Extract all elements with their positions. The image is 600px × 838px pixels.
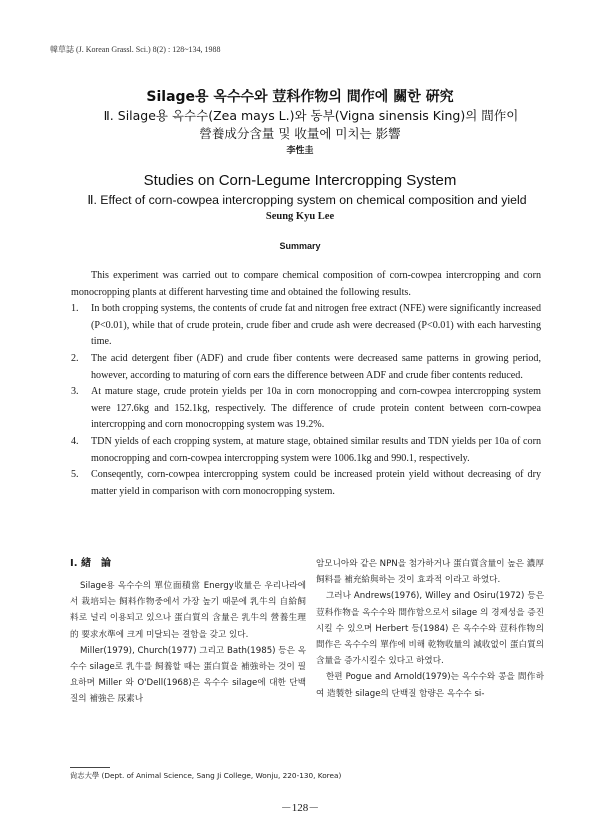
body-right-column [316,556,544,702]
summary-list [71,301,541,500]
page-number: －128－ [280,802,320,814]
summary-item [71,351,541,384]
summary-heading: Summary [279,241,321,251]
summary-item [71,434,541,467]
summary-intro: This experiment was carried out to compare chemical composition of corn-cowpea intercropping and corn monocropping plants at different harvesting time and obtained the following results. [71,270,541,298]
body-paragraph: Miller(1979), Church(1977) 그리고 Bath(1985) 등은 옥수수 silage로 乳牛를 飼養할 때는 蛋白質을 補強하는 것이 필요하며 Miller 와 O'Dell(1968)은 옥수수 silage에 대한 단백질의 補強은 尿素나 [70,645,306,705]
section-heading-introduction: Ⅰ. 緖 論 [70,558,112,569]
journal-citation: 韓草誌 (J. Korean Grassl. Sci.) 8(2) : 128~134, 1988 [50,45,221,54]
summary-item-text: In both cropping systems, the contents of crude fat and nitrogen free extract (NFE) were significantly increased (P<0.01), while that of crude protein, crude fiber and crude ash were decreased (P<0.01) with each harvesting time. [91,303,541,348]
english-author: Seung Kyu Lee [265,211,335,222]
body-paragraph: Silage용 옥수수의 單位面積當 Energy收量은 우리나라에서 栽培되는 飼料作物중에서 가장 높기 때문에 乳牛의 自給飼料로 널리 이용되고 있으나 蛋白質의 含量은 乳牛의 營養生理的 要求水準에 크게 미달되는 결함을 갖고 있다. [70,581,306,640]
summary-item-number: 2. [71,352,79,364]
body-paragraph: 한편 Pogue and Arnold(1979)는 옥수수와 콩을 間作하여 造製한 silage의 단백질 함량은 옥수수 si- [316,672,544,699]
summary-item-text: TDN yields of each cropping system, at mature stage, obtained similar results and TDN yields per 10a of corn monocropping and corn-cowpea intercropping system were 1006.1kg and 990.1, respectively. [91,435,541,464]
summary-item-number: 4. [71,435,79,447]
summary-item-number: 5. [71,469,79,481]
summary-item [71,384,541,434]
summary-item-text: The acid detergent fiber (ADF) and crude fiber contents were decreased same patterns in growing period, however, according to maturing of corn ears the difference between ADF and crude fiber contents reduced. [91,352,541,381]
author-affiliation: 尙志大學 (Dept. of Animal Science, Sang Ji College, Wonju, 220-130, Korea) [70,771,342,780]
korean-title-line-3: 營養成分含量 및 收量에 미치는 影響 [199,126,401,141]
summary-item-text: Conseqently, corn-cowpea intercropping system could be increased protein yield without decreasing of dry matter yield in comparison with corn monocropping system. [91,469,541,497]
summary-item-number: 1. [71,303,79,315]
summary-item [71,301,541,351]
english-title-line-2: Ⅱ. Effect of corn-cowpea intercropping system on chemical composition and yield [87,193,527,207]
summary-item [71,467,541,500]
korean-author: 李性圭 [286,146,314,156]
body-left-column [70,556,306,708]
summary-block [71,268,541,500]
korean-title-line-1: Silage용 옥수수와 荳科作物의 間作에 關한 硏究 [146,89,454,105]
footnote-divider [70,767,110,768]
summary-item-number: 3. [71,386,79,398]
korean-title-line-2: Ⅱ. Silage용 옥수수(Zea mays L.)와 동부(Vigna sinensis King)의 間作이 [103,108,519,123]
summary-item-text: At mature stage, crude protein yields per 10a in corn monocropping and corn-cowpea intercropping system were 127.6kg and 152.1kg, respectively. The difference of crude protein content between corn-cowpea intercropping and corn monocropping system was 19.2%. [91,386,541,431]
body-paragraph: 그러나 Andrews(1976), Willey and Osiru(1972) 등은 荳科作物을 옥수수와 間作함으로서 silage 의 경제성을 증진시킬 수 있으며 Herbert 등(1984) 은 옥수수와 荳科作物의 間作은 옥수수의 單作에 비해 乾物收量의 減收없이 蛋白質의 含量을 증가시킬수 있다고 하였다. [316,591,544,667]
body-paragraph: 암모니아와 같은 NPN을 첨가하거나 蛋白質含量이 높은 濃厚飼料를 補充給與하는 것이 효과적 이라고 하였다. [316,559,544,586]
english-title-line-1: Studies on Corn-Legume Intercropping System [143,172,457,189]
